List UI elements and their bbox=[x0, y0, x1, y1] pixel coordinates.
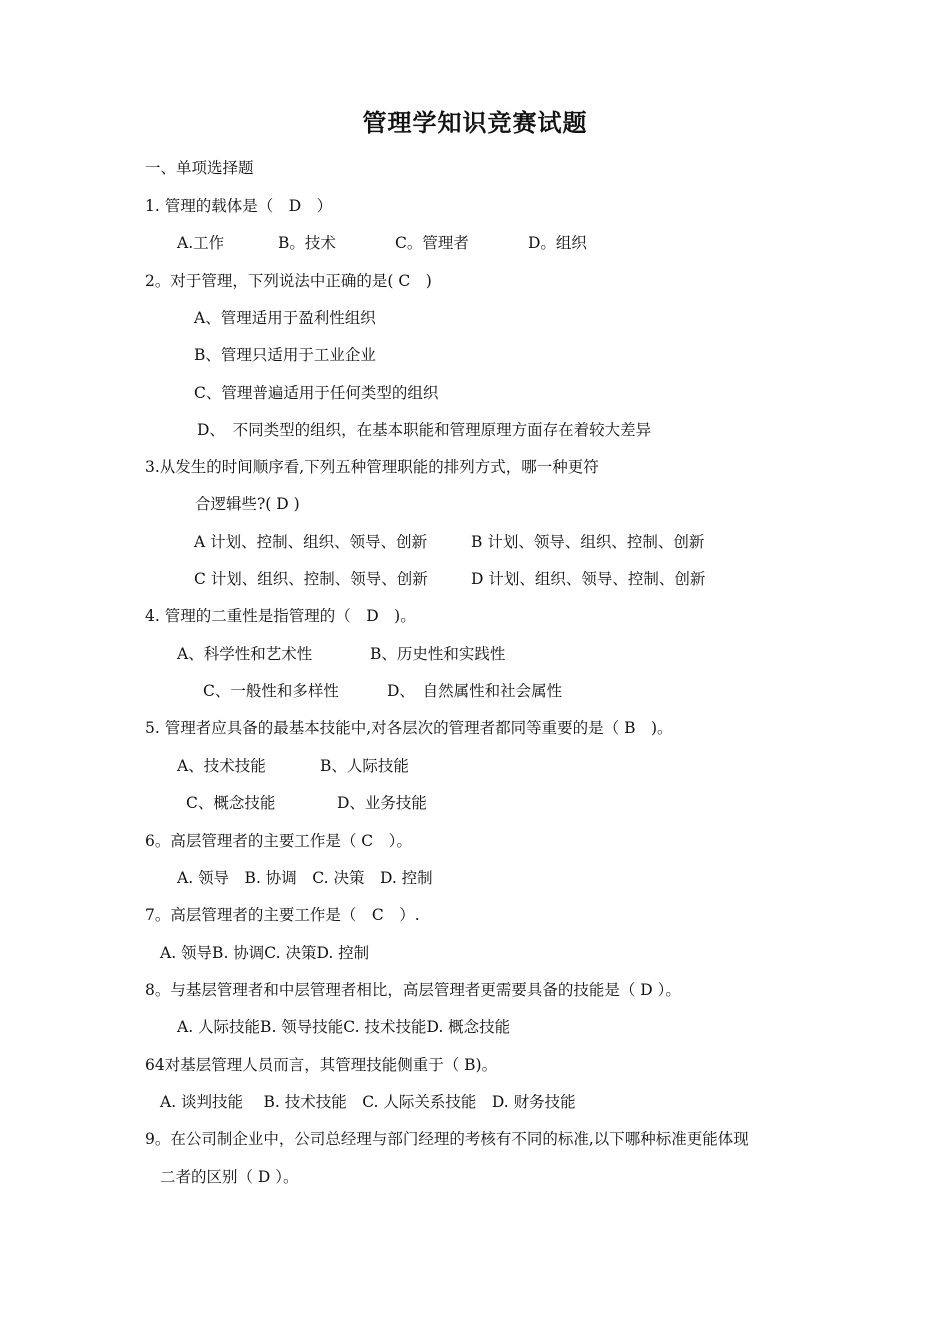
question-5-option-a: A、技术技能 bbox=[177, 757, 266, 775]
question-4-option-a: A、科学性和艺术性 bbox=[177, 645, 313, 663]
question-8-stem: 8。与基层管理者和中层管理者相比，高层管理者更需要具备的技能是（ D ）。 bbox=[145, 981, 681, 999]
question-1-option-c: C。管理者 bbox=[395, 234, 469, 252]
question-6-options: A. 领导 B. 协调 C. 决策 D. 控制 bbox=[177, 869, 433, 887]
question-5-option-c: C、概念技能 bbox=[186, 794, 276, 812]
question-2-option-a: A、管理适用于盈利性组织 bbox=[194, 309, 376, 327]
question-6-stem: 6。高层管理者的主要工作是（ C ）。 bbox=[145, 832, 412, 850]
question-9-stem-line2: 二者的区别（ D ）。 bbox=[160, 1168, 299, 1186]
question-7-stem: 7。高层管理者的主要工作是（ C ）. bbox=[145, 906, 420, 924]
question-3-option-a: A 计划、控制、组织、领导、创新 bbox=[194, 533, 428, 551]
question-5-stem: 5. 管理者应具备的最基本技能中,对各层次的管理者都同等重要的是（ B )。 bbox=[145, 719, 673, 737]
question-1-stem: 1. 管理的载体是（ D ） bbox=[145, 197, 333, 215]
question-4-option-c: C、一般性和多样性 bbox=[203, 682, 339, 700]
question-2-option-b: B、管理只适用于工业企业 bbox=[194, 346, 376, 364]
question-4-option-d: D、 自然属性和社会属性 bbox=[387, 682, 563, 700]
question-64-stem: 64对基层管理人员而言，其管理技能侧重于（ B)。 bbox=[145, 1056, 498, 1074]
section-heading: 一、单项选择题 bbox=[145, 159, 254, 177]
question-4-option-b: B、历史性和实践性 bbox=[370, 645, 506, 663]
question-2-stem: 2。对于管理，下列说法中正确的是( C ) bbox=[145, 272, 432, 290]
question-4-stem: 4. 管理的二重性是指管理的（ D )。 bbox=[145, 607, 416, 625]
document-title: 管理学知识竞赛试题 bbox=[362, 108, 588, 137]
question-3-stem-line2: 合逻辑些?( D ) bbox=[195, 495, 300, 513]
question-9-stem-line1: 9。在公司制企业中，公司总经理与部门经理的考核有不同的标准,以下哪种标准更能体现 bbox=[145, 1130, 749, 1148]
question-64-options: A. 谈判技能 B. 技术技能 C. 人际关系技能 D. 财务技能 bbox=[160, 1093, 576, 1111]
question-7-options: A. 领导B. 协调C. 决策D. 控制 bbox=[160, 944, 370, 962]
question-3-option-c: C 计划、组织、控制、领导、创新 bbox=[194, 570, 428, 588]
question-2-option-c: C、管理普遍适用于任何类型的组织 bbox=[194, 384, 439, 402]
question-5-option-b: B、人际技能 bbox=[320, 757, 409, 775]
question-3-option-b: B 计划、领导、组织、控制、创新 bbox=[471, 533, 705, 551]
question-5-option-d: D、业务技能 bbox=[337, 794, 427, 812]
question-1-option-b: B。技术 bbox=[278, 234, 336, 252]
question-1-option-d: D。组织 bbox=[528, 234, 587, 252]
question-3-stem-line1: 3.从发生的时间顺序看,下列五种管理职能的排列方式，哪一种更符 bbox=[145, 458, 599, 476]
question-8-options: A. 人际技能B. 领导技能C. 技术技能D. 概念技能 bbox=[177, 1018, 511, 1036]
question-2-option-d: D、 不同类型的组织，在基本职能和管理原理方面存在着较大差异 bbox=[197, 421, 652, 439]
question-3-option-d: D 计划、组织、领导、控制、创新 bbox=[471, 570, 706, 588]
question-1-option-a: A.工作 bbox=[177, 234, 225, 252]
